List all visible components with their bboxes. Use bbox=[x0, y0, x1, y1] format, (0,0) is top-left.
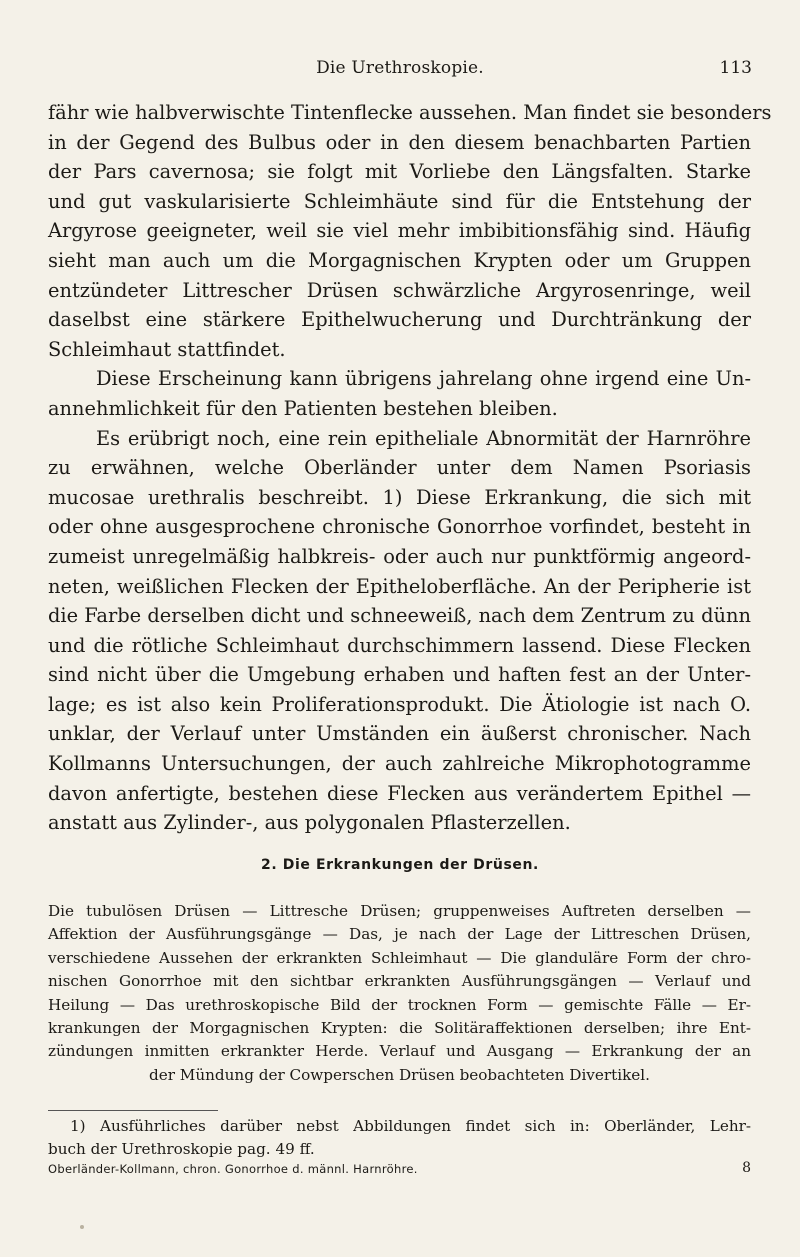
text-line: mucosae urethralis beschreibt. 1) Diese Erkrankung, die sich mit bbox=[48, 485, 751, 509]
text-line: sind nicht über die Umgebung erhaben und haften fest an der Unter- bbox=[48, 663, 751, 687]
paragraph-start: Es erübrigt noch, eine rein epitheliale Abnormität der Harnröhre bbox=[96, 426, 751, 450]
text-line: davon anfertigte, bestehen diese Flecken aus verändertem Epithel — bbox=[48, 781, 751, 805]
summary-line: verschiedene Aussehen der erkrankten Schleimhaut — Die glanduläre Form der chro- bbox=[48, 948, 751, 967]
text-line: sieht man auch um die Morgagnischen Krypten oder um Gruppen bbox=[48, 248, 751, 272]
text-line: entzündeter Littrescher Drüsen schwärzliche Argyrosenringe, weil bbox=[48, 278, 751, 302]
text-line: unklar, der Verlauf unter Umständen ein äußerst chronischer. Nach bbox=[48, 722, 751, 746]
text-line: annehmlichkeit für den Patienten bestehen bleiben. bbox=[48, 396, 558, 420]
text-line: der Pars cavernosa; sie folgt mit Vorliebe den Längsfalten. Starke bbox=[48, 160, 751, 184]
footnote-line: buch der Urethroskopie pag. 49 ff. bbox=[48, 1139, 315, 1158]
text-line: neten, weißlichen Flecken der Epitheloberfläche. An der Peripherie ist bbox=[48, 574, 751, 598]
page-number: 113 bbox=[719, 58, 752, 78]
section-heading: 2. Die Erkrankungen der Drüsen. bbox=[261, 857, 539, 873]
text-line: anstatt aus Zylinder-, aus polygonalen Pflasterzellen. bbox=[48, 811, 571, 835]
summary-line: Affektion der Ausführungsgänge — Das, je nach der Lage der Littreschen Drüsen, bbox=[48, 925, 751, 944]
footnote-divider bbox=[48, 1110, 218, 1111]
summary-line: krankungen der Morgagnischen Krypten: die Solitäraffektionen derselben; ihre Ent- bbox=[48, 1019, 751, 1038]
text-line: Kollmanns Untersuchungen, der auch zahlreiche Mikrophotogramme bbox=[48, 752, 751, 776]
printer-signature bbox=[48, 1162, 751, 1176]
summary-line: Heilung — Das urethroskopische Bild der trocknen Form — gemischte Fälle — Er- bbox=[48, 995, 751, 1014]
text-line: die Farbe derselben dicht und schneeweiß, nach dem Zentrum zu dünn bbox=[48, 604, 751, 628]
running-title: Die Urethroskopie. bbox=[316, 58, 484, 78]
section-summary bbox=[48, 900, 751, 1087]
running-header bbox=[48, 58, 752, 80]
summary-line: zündungen inmitten erkrankter Herde. Verlauf und Ausgang — Erkrankung der an bbox=[48, 1042, 751, 1061]
summary-line: der Mündung der Cowperschen Drüsen beobachteten Divertikel. bbox=[149, 1065, 650, 1084]
paragraph-start: Diese Erscheinung kann übrigens jahrelang ohne irgend eine Un- bbox=[96, 367, 751, 391]
footnote-line: 1) Ausführliches darüber nebst Abbildungen findet sich in: Oberländer, Lehr- bbox=[70, 1117, 751, 1135]
text-line: zumeist unregelmäßig halbkreis- oder auch nur punktförmig angeord- bbox=[48, 544, 751, 568]
text-line: und gut vaskularisierte Schleimhäute sind für die Entstehung der bbox=[48, 189, 751, 213]
text-line: lage; es ist also kein Proliferationsprodukt. Die Ätiologie ist nach O. bbox=[48, 692, 751, 716]
text-line: in der Gegend des Bulbus oder in den diesem benachbarten Partien bbox=[48, 130, 751, 154]
summary-line: Die tubulösen Drüsen — Littresche Drüsen; gruppenweises Auftreten derselben — bbox=[48, 902, 751, 920]
text-line: fähr wie halbverwischte Tintenflecke aussehen. Man findet sie besonders bbox=[48, 101, 772, 124]
body-text bbox=[48, 98, 772, 838]
paper-speck bbox=[80, 1225, 84, 1229]
signature-text: Oberländer-Kollmann, chron. Gonorrhoe d. männl. Harnröhre. bbox=[48, 1162, 418, 1176]
footnote bbox=[48, 1115, 751, 1160]
summary-line: nischen Gonorrhoe mit den sichtbar erkrankten Ausführungsgängen — Verlauf und bbox=[48, 972, 751, 991]
text-line: Argyrose geeigneter, weil sie viel mehr imbibitionsfähig sind. Häufig bbox=[48, 219, 751, 243]
text-line: zu erwähnen, welche Oberländer unter dem Namen Psoriasis bbox=[48, 456, 751, 480]
text-line: oder ohne ausgesprochene chronische Gonorrhoe vorfindet, besteht in bbox=[48, 515, 751, 539]
sheet-number: 8 bbox=[742, 1160, 751, 1176]
text-line: und die rötliche Schleimhaut durchschimmern lassend. Diese Flecken bbox=[48, 633, 751, 657]
text-line: daselbst eine stärkere Epithelwucherung und Durchtränkung der bbox=[48, 308, 751, 332]
text-line: Schleimhaut stattfindet. bbox=[48, 337, 286, 361]
